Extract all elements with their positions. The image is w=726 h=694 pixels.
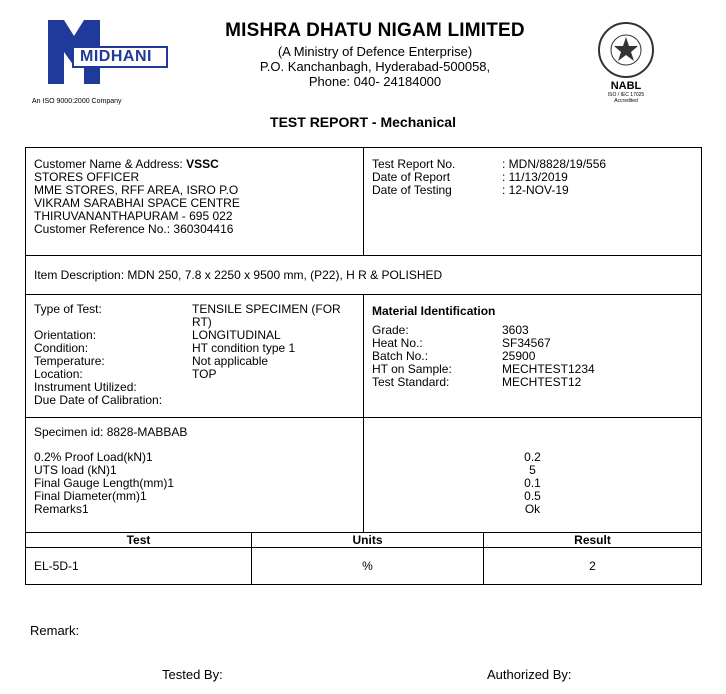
customer-block — [26, 148, 364, 255]
material-row: Heat No.: SF34567 — [372, 336, 551, 350]
nabl-mark — [596, 22, 656, 122]
specimen-section — [26, 418, 701, 533]
specimen-values — [364, 418, 701, 532]
test-info-block — [26, 295, 364, 417]
customer-address-line: VIKRAM SARABHAI SPACE CENTRE — [34, 196, 240, 210]
material-row: HT on Sample: MECHTEST1234 — [372, 362, 595, 376]
specimen-labels — [26, 418, 364, 532]
result-units: % — [252, 548, 484, 584]
specimen-id: Specimen id: 8828-MABBAB — [34, 425, 188, 439]
customer-address-line: THIRUVANANTHAPURAM - 695 022 — [34, 209, 233, 223]
test-info-row: Instrument Utilized: — [34, 380, 137, 394]
item-description: Item Description: MDN 250, 7.8 x 2250 x 9500 mm, (P22), H R & POLISHED — [34, 268, 443, 282]
specimen-value: 0.2 — [524, 450, 541, 464]
specimen-label: 0.2% Proof Load(kN)1 — [34, 450, 153, 464]
specimen-label: Final Gauge Length(mm)1 — [34, 476, 175, 490]
material-row: Test Standard: MECHTEST12 — [372, 375, 582, 389]
specimen-value: 0.5 — [524, 489, 541, 503]
test-info-row: Condition: HT condition type 1 — [34, 341, 296, 355]
specimen-value: 0.1 — [524, 476, 541, 490]
results-header-units: Units — [252, 533, 484, 547]
table-row — [26, 548, 701, 584]
report-title: TEST REPORT - Mechanical — [270, 114, 456, 130]
customer-address-line: MME STORES, RFF AREA, ISRO P.O — [34, 183, 239, 197]
nabl-label: NABL — [610, 80, 642, 92]
company-phone: Phone: 040- 24184000 — [308, 74, 442, 89]
tested-by-label: Tested By: — [162, 667, 223, 682]
nabl-caption-2: Accredited — [614, 98, 638, 104]
material-block — [364, 295, 701, 417]
company-address: P.O. Kanchanbagh, Hyderabad-500058, — [259, 59, 491, 74]
nabl-seal-icon — [598, 22, 654, 78]
material-title: Material Identification — [372, 304, 496, 318]
specimen-value: 5 — [529, 463, 536, 477]
remark-label: Remark: — [30, 623, 80, 638]
test-info-row: Temperature: Not applicable — [34, 354, 269, 368]
customer-section — [26, 148, 701, 256]
report-meta-block — [364, 148, 701, 255]
result-test: EL-5D-1 — [26, 548, 252, 584]
customer-label: Customer Name & Address: — [34, 157, 183, 171]
test-info-row: Due Date of Calibration: — [34, 393, 163, 407]
report-sheet — [25, 147, 702, 585]
company-name: MISHRA DHATU NIGAM LIMITED — [225, 20, 525, 41]
specimen-value: Ok — [524, 502, 541, 516]
report-meta-row: Test Report No. : MDN/8828/19/556 — [372, 157, 607, 171]
results-table — [26, 533, 701, 584]
material-row: Batch No.: 25900 — [372, 349, 536, 363]
result-value: 2 — [589, 559, 596, 573]
company-subtitle: (A Ministry of Defence Enterprise) — [277, 44, 473, 59]
customer-address-line: STORES OFFICER — [34, 170, 140, 184]
test-info-row: Location: TOP — [34, 367, 217, 381]
report-meta-row: Date of Testing : 12-NOV-19 — [372, 183, 569, 197]
customer-name: VSSC — [186, 157, 219, 171]
logo-text: MIDHANI — [72, 46, 168, 68]
authorized-by-label: Authorized By: — [487, 667, 572, 682]
test-info-section — [26, 295, 701, 418]
results-header-result: Result — [574, 533, 611, 547]
material-row: Grade: 3603 — [372, 323, 529, 337]
customer-reference: Customer Reference No.: 360304416 — [34, 222, 234, 236]
results-header-row — [26, 533, 701, 548]
report-meta-row: Date of Report : 11/13/2019 — [372, 170, 568, 184]
specimen-label: Remarks1 — [34, 502, 89, 516]
test-info-row: Orientation: LONGITUDINAL — [34, 328, 281, 342]
specimen-label: Final Diameter(mm)1 — [34, 489, 147, 503]
midhani-logo — [36, 18, 166, 88]
item-description-section — [26, 256, 701, 295]
nabl-caption-1: ISO / IEC 17025 — [607, 92, 645, 98]
specimen-label: UTS load (kN)1 — [34, 463, 117, 477]
iso-caption: An ISO 9000:2000 Company — [32, 98, 122, 105]
results-header-test: Test — [26, 533, 252, 547]
test-info-row: Type of Test: TENSILE SPECIMEN (FOR RT) — [34, 302, 341, 329]
